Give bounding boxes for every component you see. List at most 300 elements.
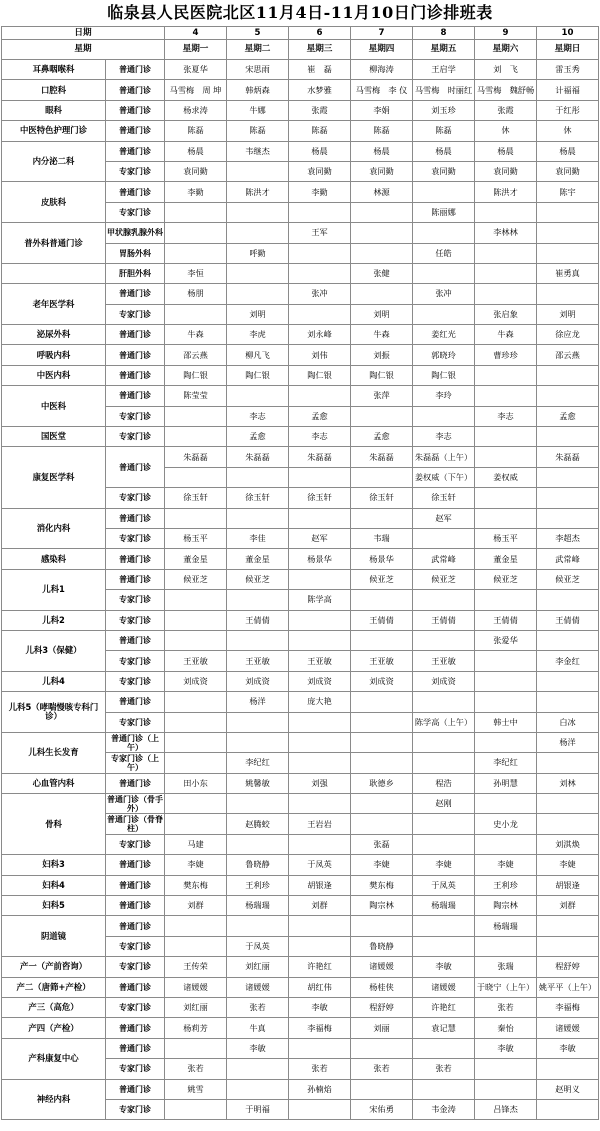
doctor-cell [475,365,537,385]
doctor-cell: 赵明义 [537,1079,599,1099]
department-cell: 产四（产检） [2,1018,106,1038]
doctor-cell: 李志 [413,427,475,447]
doctor-cell: 陈学高（上午） [413,712,475,732]
doctor-cell: 朱磊磊 [351,447,413,467]
doctor-cell: 刘淇焕 [537,834,599,854]
doctor-cell: 张若 [413,1059,475,1079]
doctor-cell: 于凤英 [227,936,289,956]
doctor-cell: 张若 [475,997,537,1017]
doctor-cell: 孟愈 [351,427,413,447]
doctor-cell [413,916,475,936]
doctor-cell: 杨桂侠 [351,977,413,997]
doctor-cell [413,1038,475,1058]
doctor-cell [537,243,599,263]
department-cell: 感染科 [2,549,106,569]
doctor-cell: 曹珍珍 [475,345,537,365]
doctor-cell: 李婕 [537,855,599,875]
schedule-row [2,325,599,345]
department-cell: 心血管内科 [2,773,106,793]
doctor-cell: 刘成资 [351,671,413,691]
department-cell: 内分泌二科 [2,141,106,182]
doctor-cell: 姜权威（下午） [413,467,475,487]
schedule-row [2,875,599,895]
doctor-cell [413,528,475,548]
doctor-cell: 陈莹莹 [165,386,227,406]
doctor-cell [475,732,537,752]
date-cell: 6 [289,27,351,40]
doctor-cell: 马雪梅 李 仪 [351,80,413,100]
doctor-cell: 李勤 [289,182,351,202]
doctor-cell: 袁同勤 [413,161,475,181]
doctor-cell: 刘强 [289,773,351,793]
clinic-type-cell: 普通门诊（上午） [106,732,165,752]
clinic-type-cell: 普通门诊 [106,1038,165,1058]
doctor-cell: 徐玉轩 [165,488,227,508]
date-row [2,27,599,40]
doctor-cell: 李纪红 [475,753,537,773]
doctor-cell [537,1099,599,1119]
date-cell: 7 [351,27,413,40]
clinic-type-cell: 肝胆外科 [106,263,165,283]
doctor-cell: 许艳红 [413,997,475,1017]
clinic-type-cell: 普通门诊 [106,121,165,141]
department-cell: 中医内科 [2,365,106,385]
doctor-cell: 樊东梅 [165,875,227,895]
doctor-cell: 李敏 [537,1038,599,1058]
doctor-cell: 候亚芝 [165,569,227,589]
doctor-cell [289,732,351,752]
schedule-row [2,100,599,120]
doctor-cell: 候亚芝 [351,569,413,589]
department-cell: 骨科 [2,794,106,855]
doctor-cell: 雷玉秀 [537,60,599,80]
doctor-cell [227,202,289,222]
doctor-cell: 李娟 [351,100,413,120]
doctor-cell [227,284,289,304]
doctor-cell [413,936,475,956]
doctor-cell: 于晓宁（上午） [475,977,537,997]
doctor-cell: 刘群 [537,896,599,916]
doctor-cell: 诸媛媛 [227,977,289,997]
doctor-cell: 陈磊 [351,121,413,141]
doctor-cell [165,610,227,630]
doctor-cell: 候亚芝 [413,569,475,589]
doctor-cell [227,916,289,936]
doctor-cell [289,1038,351,1058]
department-cell: 神经内科 [2,1079,106,1120]
doctor-cell [537,916,599,936]
doctor-cell [475,243,537,263]
doctor-cell [227,161,289,181]
doctor-cell [351,814,413,834]
doctor-cell [413,263,475,283]
doctor-cell: 袁同勤 [475,161,537,181]
doctor-cell: 崔勇真 [537,263,599,283]
schedule-row [2,1018,599,1038]
doctor-cell [289,467,351,487]
department-cell: 儿科生长发育 [2,732,106,773]
clinic-type-cell: 普通门诊 [106,630,165,650]
doctor-cell [227,467,289,487]
clinic-type-cell: 普通门诊 [106,365,165,385]
doctor-cell: 马雪梅 时丽红 [413,80,475,100]
doctor-cell: 于凤英 [289,855,351,875]
department-cell: 儿科2 [2,610,106,630]
clinic-type-cell: 普通门诊 [106,875,165,895]
doctor-cell: 朱磊磊（上午） [413,447,475,467]
doctor-cell [413,1079,475,1099]
doctor-cell: 李恒 [165,263,227,283]
schedule-row [2,345,599,365]
doctor-cell: 杨莉芳 [165,1018,227,1038]
doctor-cell: 程浩 [413,773,475,793]
doctor-cell: 杨景华 [351,549,413,569]
clinic-type-cell: 专家门诊 [106,161,165,181]
schedule-row [2,957,599,977]
doctor-cell [351,284,413,304]
doctor-cell [227,712,289,732]
doctor-cell: 任皓 [413,243,475,263]
doctor-cell: 姜红光 [413,325,475,345]
doctor-cell: 刘红丽 [165,997,227,1017]
doctor-cell: 候亚芝 [475,569,537,589]
doctor-cell: 孟愈 [289,406,351,426]
doctor-cell: 陶宗林 [351,896,413,916]
doctor-cell: 李金红 [537,651,599,671]
clinic-type-cell: 普通门诊 [106,977,165,997]
doctor-cell [165,243,227,263]
doctor-cell: 徐应龙 [537,325,599,345]
doctor-cell: 李虎 [227,325,289,345]
doctor-cell: 程舒婷 [351,997,413,1017]
clinic-type-cell: 普通门诊 [106,1018,165,1038]
doctor-cell: 杨瑞瑞 [475,916,537,936]
clinic-type-cell: 专家门诊 [106,427,165,447]
department-cell: 康复医学科 [2,447,106,508]
department-cell: 妇科4 [2,875,106,895]
doctor-cell [227,732,289,752]
doctor-cell [165,630,227,650]
schedule-row [2,610,599,630]
department-cell: 老年医学科 [2,284,106,325]
doctor-cell [537,794,599,814]
department-cell: 耳鼻咽喉科 [2,60,106,80]
doctor-cell: 于红彤 [537,100,599,120]
doctor-cell [475,508,537,528]
doctor-cell: 马建 [165,834,227,854]
doctor-cell: 杨晨 [413,141,475,161]
doctor-cell: 李婕 [413,855,475,875]
doctor-cell: 陈宇 [537,182,599,202]
doctor-cell: 诸媛媛 [165,977,227,997]
doctor-cell: 牛森 [165,325,227,345]
clinic-type-cell: 专家门诊 [106,406,165,426]
doctor-cell [413,304,475,324]
doctor-cell: 韦瑞 [351,528,413,548]
doctor-cell [351,732,413,752]
doctor-cell [413,753,475,773]
doctor-cell: 王亚敏 [413,651,475,671]
department-cell: 眼科 [2,100,106,120]
doctor-cell: 陈磊 [227,121,289,141]
doctor-cell: 刘永峰 [289,325,351,345]
doctor-cell: 庞大艳 [289,692,351,712]
doctor-cell [537,223,599,243]
weekday-cell: 星期三 [289,40,351,60]
doctor-cell: 刘红丽 [227,957,289,977]
clinic-type-cell: 普通门诊 [106,855,165,875]
doctor-cell: 李敏 [413,957,475,977]
doctor-cell: 李敏 [227,1038,289,1058]
doctor-cell: 刘林 [537,773,599,793]
clinic-type-cell: 普通门诊 [106,345,165,365]
doctor-cell [475,834,537,854]
doctor-cell [165,753,227,773]
doctor-cell: 张若 [227,997,289,1017]
doctor-cell [537,508,599,528]
doctor-cell: 诸媛媛 [413,977,475,997]
doctor-cell: 陶仁银 [227,365,289,385]
page-title: 临泉县人民医院北区11月4日-11月10日门诊排班表 [107,3,493,22]
department-cell: 儿科1 [2,569,106,610]
doctor-cell: 董金星 [227,549,289,569]
doctor-cell: 杨朋 [165,284,227,304]
doctor-cell: 孙楠焰 [289,1079,351,1099]
doctor-cell: 张若 [165,1059,227,1079]
doctor-cell: 马雪梅 魏舒畅 [475,80,537,100]
doctor-cell: 白冰 [537,712,599,732]
doctor-cell: 王启学 [413,60,475,80]
doctor-cell: 王倩倩 [351,610,413,630]
schedule-row [2,182,599,202]
doctor-cell: 陈丽娜 [413,202,475,222]
doctor-cell [351,406,413,426]
doctor-cell: 董金星 [475,549,537,569]
schedule-row [2,732,599,752]
doctor-cell: 孟愈 [537,406,599,426]
doctor-cell: 杨求涛 [165,100,227,120]
department-cell: 产三（高危） [2,997,106,1017]
doctor-cell: 休 [537,121,599,141]
clinic-type-cell: 普通门诊 [106,386,165,406]
schedule-table [1,26,599,1120]
doctor-cell [475,202,537,222]
schedule-row [2,508,599,528]
doctor-cell: 于凤英 [413,875,475,895]
doctor-cell: 王倩倩 [413,610,475,630]
doctor-cell: 李志 [227,406,289,426]
doctor-cell: 张若 [351,1059,413,1079]
clinic-type-cell: 专家门诊 [106,957,165,977]
clinic-type-cell: 专家门诊 [106,834,165,854]
doctor-cell: 杨晨 [537,141,599,161]
doctor-cell [413,814,475,834]
doctor-cell [351,508,413,528]
doctor-cell [413,834,475,854]
department-cell: 儿科3（保健） [2,630,106,671]
schedule-row [2,794,599,814]
doctor-cell [537,386,599,406]
doctor-cell [537,671,599,691]
schedule-row [2,671,599,691]
doctor-cell [289,753,351,773]
doctor-cell: 赵军 [413,508,475,528]
clinic-type-cell: 专家门诊 [106,610,165,630]
clinic-type-cell: 专家门诊 [106,997,165,1017]
doctor-cell [165,916,227,936]
doctor-cell: 朱磊磊 [289,447,351,467]
doctor-cell [165,936,227,956]
doctor-cell: 李志 [289,427,351,447]
doctor-cell [289,712,351,732]
doctor-cell [227,1079,289,1099]
doctor-cell: 张冲 [413,284,475,304]
doctor-cell: 刘明 [351,304,413,324]
doctor-cell: 耿德乡 [351,773,413,793]
doctor-cell [289,202,351,222]
doctor-cell: 鲁晓静 [227,855,289,875]
doctor-cell: 刘 飞 [475,60,537,80]
doctor-cell: 李敏 [475,1038,537,1058]
doctor-cell [537,692,599,712]
doctor-cell: 陈磊 [289,121,351,141]
clinic-type-cell: 普通门诊 [106,508,165,528]
doctor-cell: 王亚敏 [165,651,227,671]
date-cell: 4 [165,27,227,40]
doctor-cell [165,1099,227,1119]
department-cell: 儿科5（哮喘慢咳专科门诊） [2,692,106,733]
doctor-cell: 杨瑞瑞 [227,896,289,916]
clinic-type-cell: 专家门诊 [106,651,165,671]
weekday-label: 星期 [2,40,165,60]
doctor-cell [165,427,227,447]
doctor-cell: 杨洋 [227,692,289,712]
doctor-cell [227,223,289,243]
doctor-cell: 袁同勤 [165,161,227,181]
clinic-type-cell: 胃肠外科 [106,243,165,263]
doctor-cell [537,467,599,487]
doctor-cell: 牛娜 [227,100,289,120]
doctor-cell: 徐玉轩 [289,488,351,508]
date-cell: 5 [227,27,289,40]
date-cell: 9 [475,27,537,40]
doctor-cell [475,936,537,956]
doctor-cell: 袁记慧 [413,1018,475,1038]
clinic-type-cell: 普通门诊 [106,1079,165,1099]
schedule-row [2,263,599,283]
doctor-cell: 于明福 [227,1099,289,1119]
clinic-type-cell: 普通门诊 [106,549,165,569]
doctor-cell: 胡银逢 [537,875,599,895]
doctor-cell: 刘明 [227,304,289,324]
doctor-cell [289,569,351,589]
doctor-cell: 马雪梅 周 坤 [165,80,227,100]
doctor-cell [165,794,227,814]
doctor-cell: 王倩倩 [475,610,537,630]
doctor-cell: 陶仁银 [413,365,475,385]
doctor-cell [475,488,537,508]
schedule-row [2,386,599,406]
doctor-cell: 赵腾蛟 [227,814,289,834]
doctor-cell [413,590,475,610]
doctor-cell [475,284,537,304]
doctor-cell: 王亚敏 [351,651,413,671]
doctor-cell: 袁同勤 [537,161,599,181]
doctor-cell [537,753,599,773]
clinic-type-cell: 专家门诊 [106,936,165,956]
date-cell: 10 [537,27,599,40]
clinic-type-cell: 普通门诊 [106,325,165,345]
doctor-cell [413,692,475,712]
weekday-cell: 星期五 [413,40,475,60]
doctor-cell: 杨晨 [289,141,351,161]
doctor-cell: 刘振 [351,345,413,365]
department-cell: 产科康复中心 [2,1038,106,1079]
doctor-cell: 胡红伟 [289,977,351,997]
doctor-cell: 赵军 [289,528,351,548]
doctor-cell [475,671,537,691]
doctor-cell: 呼勤 [227,243,289,263]
doctor-cell: 王倩倩 [537,610,599,630]
clinic-type-cell: 普通门诊 [106,692,165,712]
doctor-cell [413,732,475,752]
doctor-cell: 牛森 [475,325,537,345]
doctor-cell: 候亚芝 [227,569,289,589]
doctor-cell [227,1059,289,1079]
doctor-cell [537,427,599,447]
doctor-cell [475,1079,537,1099]
doctor-cell [537,1059,599,1079]
clinic-type-cell: 专家门诊 [106,528,165,548]
clinic-type-cell: 普通门诊 [106,182,165,202]
department-cell: 皮肤科 [2,182,106,223]
schedule-row [2,1079,599,1099]
date-label: 日期 [2,27,165,40]
doctor-cell: 柳凡飞 [227,345,289,365]
doctor-cell: 韦继杰 [227,141,289,161]
department-cell: 妇科5 [2,896,106,916]
doctor-cell [165,1038,227,1058]
doctor-cell [475,590,537,610]
schedule-row [2,692,599,712]
doctor-cell [475,447,537,467]
doctor-cell [289,834,351,854]
clinic-type-cell: 普通门诊 [106,100,165,120]
doctor-cell [289,916,351,936]
doctor-cell: 陈磊 [413,121,475,141]
doctor-cell: 宋思雨 [227,60,289,80]
doctor-cell: 杨瑞瑞 [413,896,475,916]
doctor-cell [475,692,537,712]
schedule-row [2,855,599,875]
schedule-row [2,630,599,650]
department-cell: 中医特色护理门诊 [2,121,106,141]
clinic-type-cell: 专家门诊 [106,202,165,222]
doctor-cell: 陶仁银 [351,365,413,385]
doctor-cell [351,712,413,732]
doctor-cell: 韦金涛 [413,1099,475,1119]
doctor-cell: 李婕 [351,855,413,875]
doctor-cell [413,182,475,202]
doctor-cell: 徐玉轩 [413,488,475,508]
doctor-cell: 陈洪才 [475,182,537,202]
doctor-cell: 诸媛媛 [537,1018,599,1038]
doctor-cell [227,590,289,610]
doctor-cell [351,916,413,936]
clinic-type-cell: 普通门诊 [106,916,165,936]
clinic-type-cell: 专家门诊 [106,488,165,508]
doctor-cell: 牛真 [227,1018,289,1038]
